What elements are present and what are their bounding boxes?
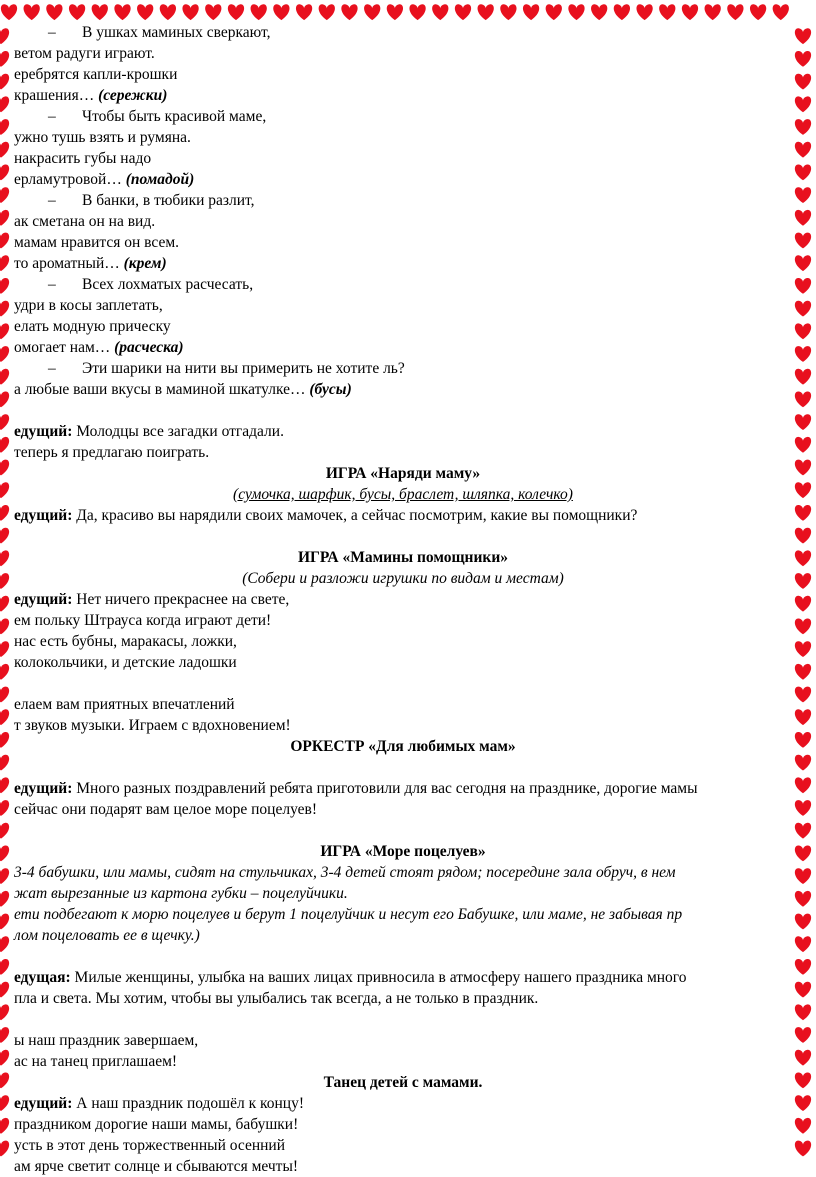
heart-icon <box>251 4 267 20</box>
game-title: ИГРА «Море поцелуев» <box>320 843 486 860</box>
riddle-line: – Чтобы быть красивой маме, <box>48 108 267 125</box>
riddle-line: омогает нам… (расческа) <box>14 339 184 356</box>
host-line: елаем вам приятных впечатлений <box>14 696 235 713</box>
host-line: ы наш праздник завершаем, <box>14 1032 199 1049</box>
heart-icon <box>273 4 289 20</box>
riddle-line: – Эти шарики на нити вы примерить не хотите ль? <box>48 360 405 377</box>
heart-icon <box>614 4 630 20</box>
heart-icon <box>795 1141 811 1157</box>
heart-icon <box>795 414 811 430</box>
heart-icon <box>364 4 380 20</box>
heart-icon <box>795 687 811 703</box>
heart-icon <box>795 709 811 725</box>
riddle-answer: (сережки) <box>98 87 168 104</box>
host-line: пла и света. Мы хотим, чтобы вы улыбались так всегда, а не только в праздник. <box>14 990 539 1007</box>
heart-icon <box>750 4 766 20</box>
game-rules: лом поцеловать ее в щечку.) <box>14 927 200 944</box>
heart-icon <box>137 4 153 20</box>
heart-icon <box>160 4 176 20</box>
heart-icon <box>795 868 811 884</box>
heart-icon <box>795 210 811 226</box>
heart-icon <box>455 4 471 20</box>
heart-icon <box>795 142 811 158</box>
heart-icon <box>795 1072 811 1088</box>
host-line: праздником дорогие наши мамы, бабушки! <box>14 1116 299 1133</box>
speaker-label: едущий: <box>14 1095 73 1112</box>
riddle-answer: (помадой) <box>125 171 195 188</box>
host-line: нас есть бубны, маракасы, ложки, <box>14 633 237 650</box>
riddle-line: еребрятся капли-крошки <box>14 66 178 83</box>
heart-icon <box>546 4 562 20</box>
heart-icon <box>795 96 811 112</box>
heart-border-top <box>0 0 816 24</box>
riddle-line: – Всех лохматых расчесать, <box>48 276 254 293</box>
riddle-line: то ароматный… (крем) <box>14 255 167 272</box>
heart-icon <box>795 800 811 816</box>
speaker-label: едущая: <box>14 969 71 986</box>
heart-icon <box>228 4 244 20</box>
heart-icon <box>795 845 811 861</box>
heart-icon <box>387 4 403 20</box>
heart-icon <box>795 596 811 612</box>
game-rules: ети подбегают к морю поцелуев и берут 1 поцелуйчик и несут его Бабушке, или маме, не забывая пр <box>14 906 683 923</box>
riddle-line: елать модную прическу <box>14 318 171 335</box>
dance-title: Танец детей с мамами. <box>323 1074 483 1091</box>
heart-icon <box>795 891 811 907</box>
riddle-line: ветом радуги играют. <box>14 45 155 62</box>
orchestra-title: ОРКЕСТР «Для любимых мам» <box>290 738 516 755</box>
heart-icon <box>659 4 675 20</box>
riddle-line: накрасить губы надо <box>14 150 152 167</box>
heart-icon <box>795 1095 811 1111</box>
heart-icon <box>636 4 652 20</box>
game-subtitle: (сумочка, шарфик, бусы, браслет, шляпка, колечко) <box>233 486 573 503</box>
heart-icon <box>409 4 425 20</box>
document-body <box>0 22 792 1175</box>
speaker-label: едущий: <box>14 423 73 440</box>
heart-icon <box>591 4 607 20</box>
heart-icon <box>795 936 811 952</box>
heart-icon <box>795 278 811 294</box>
heart-icon <box>795 550 811 566</box>
heart-icon <box>795 641 811 657</box>
heart-icon <box>795 982 811 998</box>
riddle-line: ерламутровой… (помадой) <box>14 171 195 188</box>
heart-icon <box>46 4 62 20</box>
heart-icon <box>727 4 743 20</box>
riddle-line: ак сметана он на вид. <box>14 213 156 230</box>
host-line: едущий: А наш праздник подошёл к концу! <box>14 1095 305 1112</box>
heart-icon <box>795 51 811 67</box>
host-line: едущий: Нет ничего прекраснее на свете, <box>14 591 290 608</box>
host-line: ам ярче светит солнце и сбываются мечты! <box>14 1158 299 1175</box>
heart-icon <box>795 164 811 180</box>
heart-icon <box>795 255 811 271</box>
speaker-label: едущий: <box>14 780 73 797</box>
heart-icon <box>795 618 811 634</box>
host-line: ас на танец приглашаем! <box>14 1053 178 1070</box>
host-line: ем польку Штрауса когда играют дети! <box>14 612 272 629</box>
heart-icon <box>795 323 811 339</box>
heart-icon <box>795 233 811 249</box>
game-title: ИГРА «Наряди маму» <box>325 465 481 482</box>
heart-icon <box>682 4 698 20</box>
riddle-line: мамам нравится он всем. <box>14 234 180 251</box>
game-subtitle: (Собери и разложи игрушки по видам и местам) <box>242 570 564 587</box>
riddle-line: крашения… (сережки) <box>14 87 168 104</box>
heart-icon <box>795 505 811 521</box>
heart-icon <box>795 664 811 680</box>
heart-icon <box>795 301 811 317</box>
game-rules: жат вырезанные из картона губки – поцелуйчики. <box>14 885 348 902</box>
heart-icon <box>795 369 811 385</box>
riddle-answer: (бусы) <box>309 381 352 398</box>
heart-icon <box>24 4 40 20</box>
game-rules: 3-4 бабушки, или мамы, сидят на стульчиках, 3-4 детей стоят рядом; посередине зала обруч, в нем <box>14 864 676 881</box>
heart-icon <box>795 914 811 930</box>
heart-icon <box>795 732 811 748</box>
heart-icon <box>795 1004 811 1020</box>
heart-icon <box>432 4 448 20</box>
riddle-answer: (крем) <box>123 255 167 272</box>
heart-icon <box>795 1118 811 1134</box>
host-line: теперь я предлагаю поиграть. <box>14 444 210 461</box>
host-line: едущая: Милые женщины, улыбка на ваших лицах привносила в атмосферу нашего праздника много <box>14 969 687 986</box>
heart-icon <box>114 4 130 20</box>
game-title: ИГРА «Мамины помощники» <box>297 549 509 566</box>
host-line: едущий: Много разных поздравлений ребята приготовили для вас сегодня на празднике, дорогие мамы <box>14 780 698 797</box>
host-line: т звуков музыки. Играем с вдохновением! <box>14 717 291 734</box>
riddle-line: ужно тушь взять и румяна. <box>14 129 191 146</box>
heart-border-right <box>790 0 816 1164</box>
riddle-line: – В ушках маминых сверкают, <box>48 24 271 41</box>
heart-icon <box>773 4 789 20</box>
heart-icon <box>795 28 811 44</box>
heart-icon <box>568 4 584 20</box>
heart-icon <box>795 437 811 453</box>
heart-icon <box>500 4 516 20</box>
heart-icon <box>795 482 811 498</box>
heart-icon <box>319 4 335 20</box>
heart-icon <box>795 119 811 135</box>
heart-icon <box>795 346 811 362</box>
heart-icon <box>523 4 539 20</box>
heart-icon <box>795 959 811 975</box>
heart-icon <box>296 4 312 20</box>
heart-icon <box>92 4 108 20</box>
host-line: едущий: Молодцы все загадки отгадали. <box>14 423 284 440</box>
heart-icon <box>795 755 811 771</box>
heart-icon <box>69 4 85 20</box>
riddle-answer: (расческа) <box>114 339 184 356</box>
heart-icon <box>795 777 811 793</box>
host-line: едущий: Да, красиво вы нарядили своих мамочек, а сейчас посмотрим, какие вы помощники? <box>14 507 638 524</box>
speaker-label: едущий: <box>14 507 73 524</box>
host-line: сейчас они подарят вам целое море поцелуев! <box>14 801 317 818</box>
heart-icon <box>795 823 811 839</box>
riddle-line: – В банки, в тюбики разлит, <box>48 192 255 209</box>
heart-icon <box>795 391 811 407</box>
heart-icon <box>795 573 811 589</box>
speaker-label: едущий: <box>14 591 73 608</box>
host-line: усть в этот день торжественный осенний <box>14 1137 286 1154</box>
heart-icon <box>795 528 811 544</box>
heart-icon <box>182 4 198 20</box>
heart-icon <box>205 4 221 20</box>
riddle-line: удри в косы заплетать, <box>14 297 163 314</box>
heart-icon <box>478 4 494 20</box>
riddle-line: а любые ваши вкусы в маминой шкатулке… (бусы) <box>14 381 352 398</box>
heart-icon <box>795 187 811 203</box>
heart-icon <box>705 4 721 20</box>
heart-icon <box>795 460 811 476</box>
host-line: колокольчики, и детские ладошки <box>14 654 237 671</box>
heart-icon <box>341 4 357 20</box>
heart-icon <box>795 1050 811 1066</box>
heart-icon <box>795 1027 811 1043</box>
heart-icon <box>795 74 811 90</box>
